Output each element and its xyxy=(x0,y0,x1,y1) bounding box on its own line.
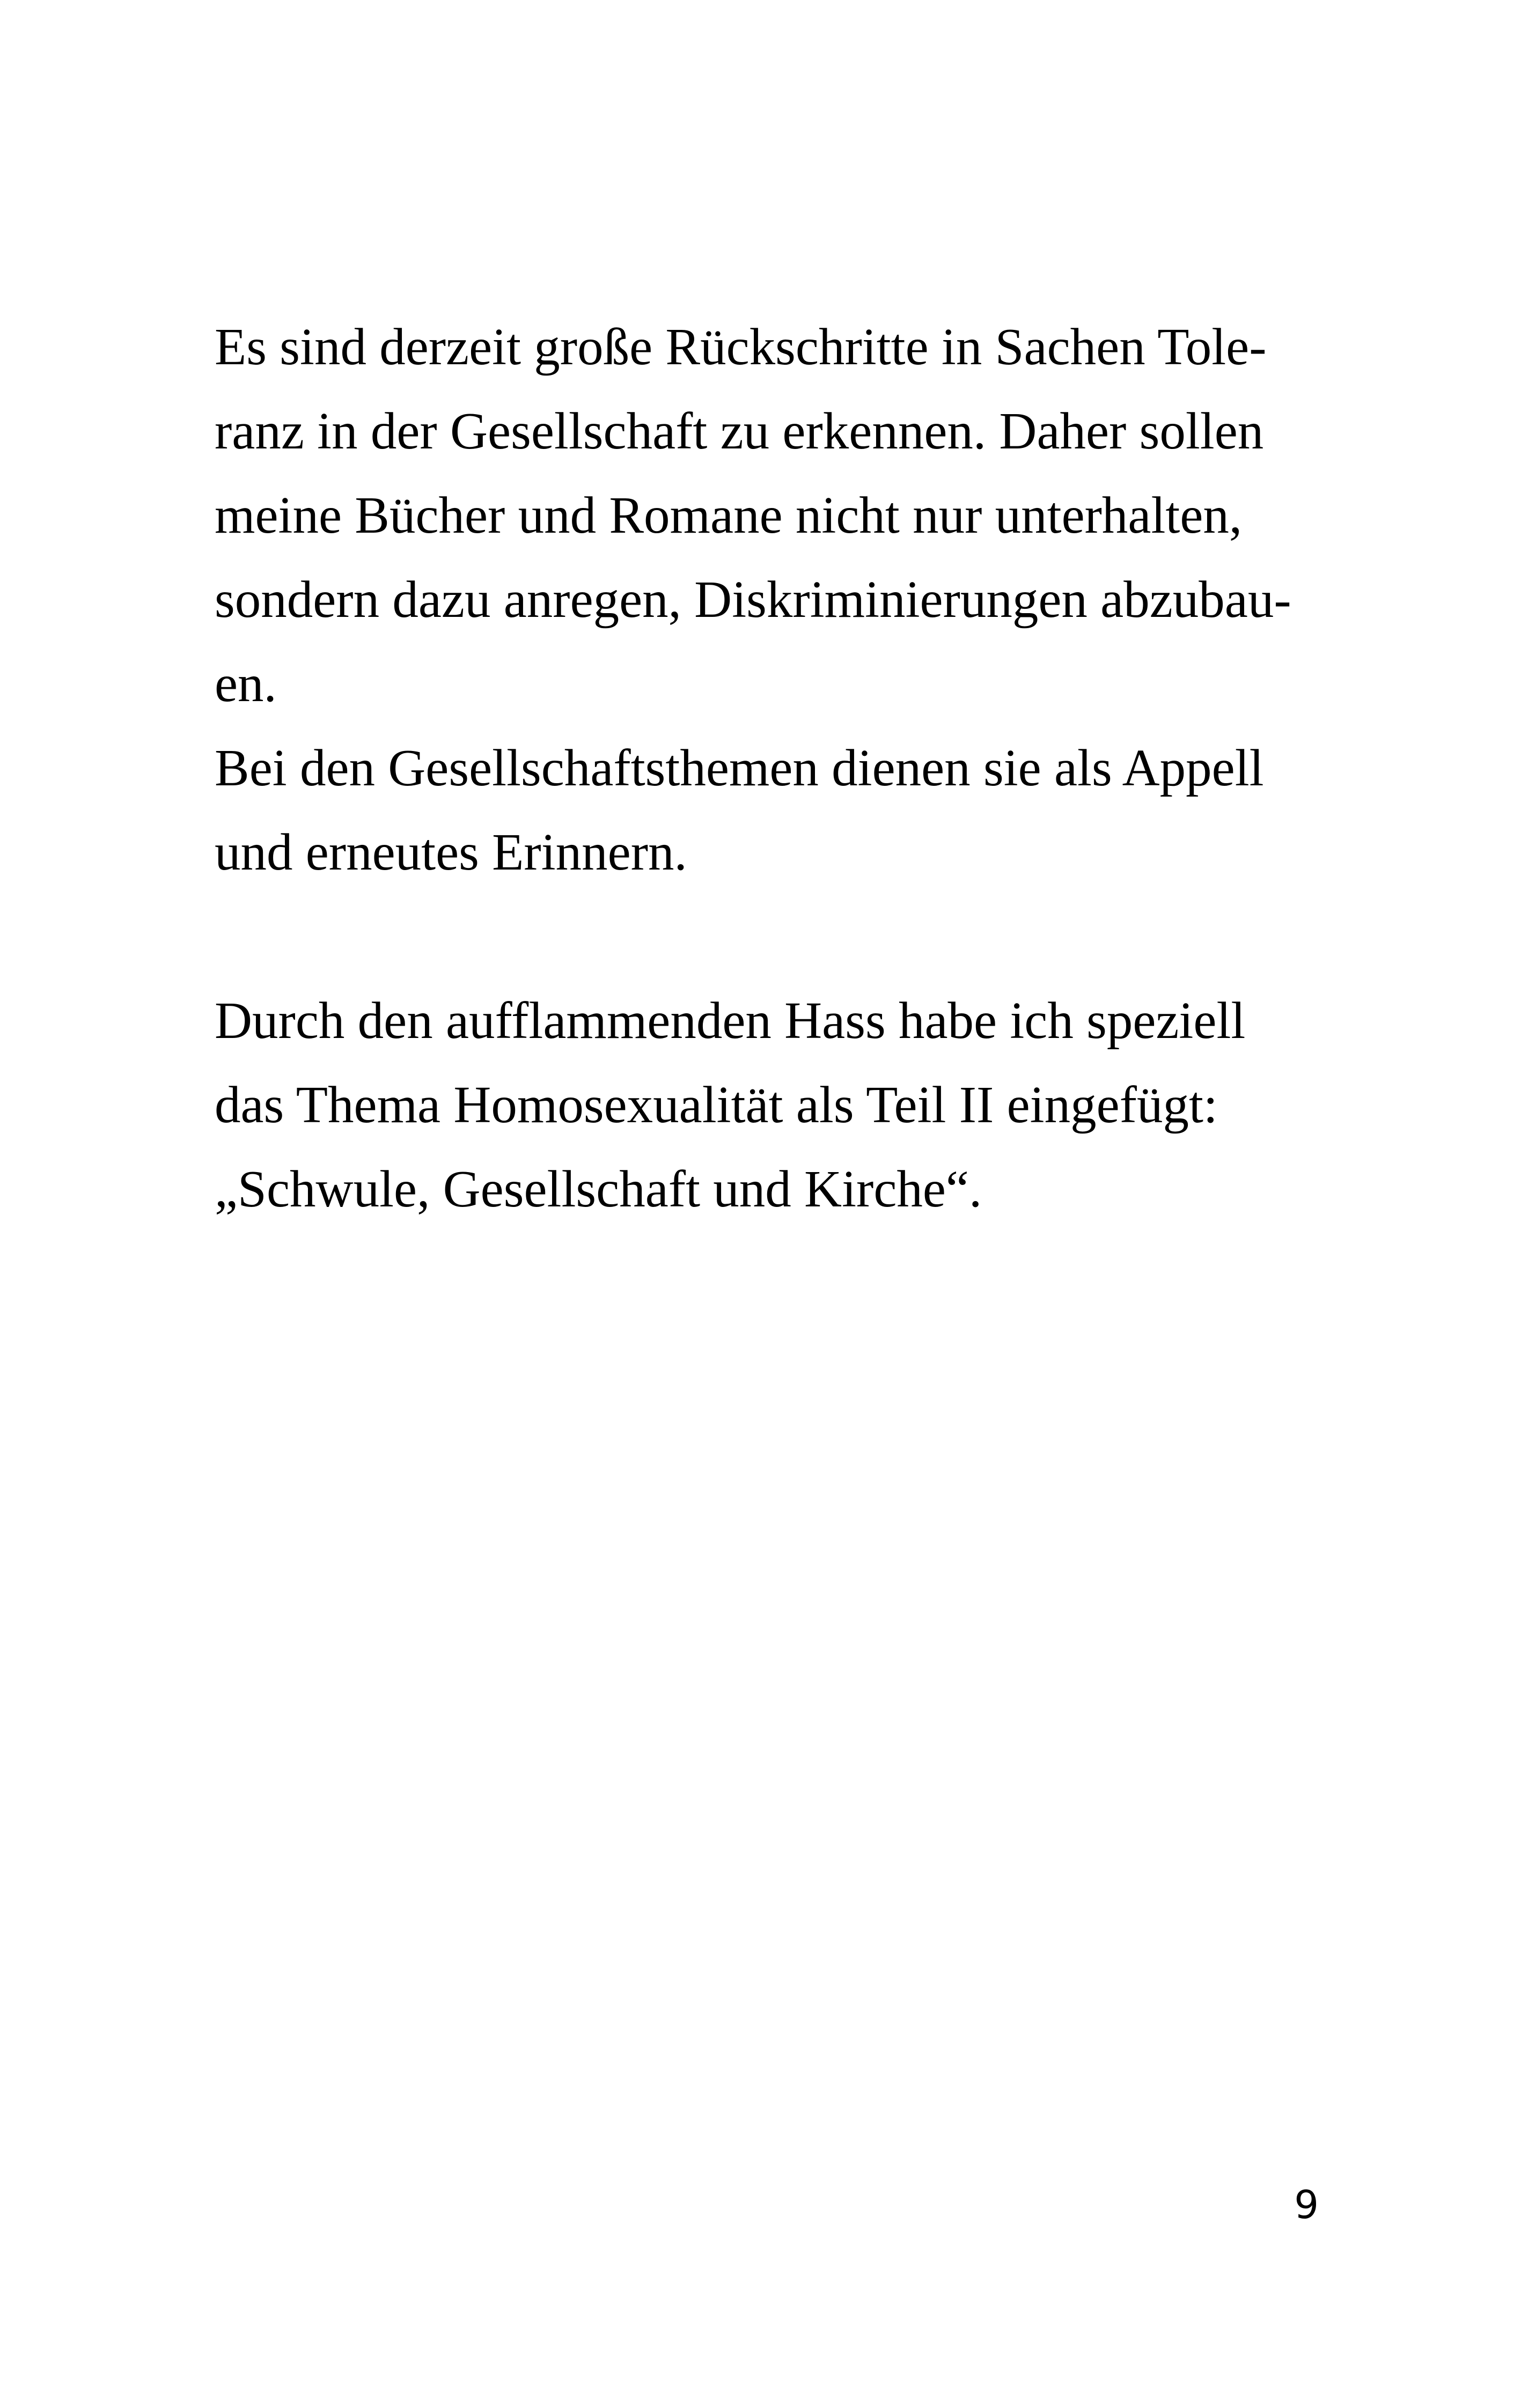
text-line: sondern dazu anregen, Diskriminierungen abzubau- xyxy=(215,571,1291,628)
text-line: „Schwule, Gesellschaft und Kirche“. xyxy=(215,1160,982,1218)
text-line: und erneutes Erinnern. xyxy=(215,823,687,881)
text-line: en. xyxy=(215,655,277,712)
text-line: ranz in der Gesellschaft zu erkennen. Daher sollen xyxy=(215,402,1264,460)
paragraph-2 xyxy=(215,978,1341,1231)
text-line: das Thema Homosexualität als Teil II eingefügt: xyxy=(215,1076,1218,1133)
paragraph-gap xyxy=(215,894,1341,978)
body-text xyxy=(215,305,1341,1231)
text-line: Bei den Gesellschaftsthemen dienen sie als Appell xyxy=(215,739,1264,797)
text-line: Durch den aufflammenden Hass habe ich speziell xyxy=(215,992,1246,1049)
paragraph-1 xyxy=(215,305,1341,894)
text-line: meine Bücher und Romane nicht nur unterhalten, xyxy=(215,487,1243,544)
page-number: 9 xyxy=(1294,2182,1319,2227)
text-line: Es sind derzeit große Rückschritte in Sachen Tole- xyxy=(215,318,1267,375)
